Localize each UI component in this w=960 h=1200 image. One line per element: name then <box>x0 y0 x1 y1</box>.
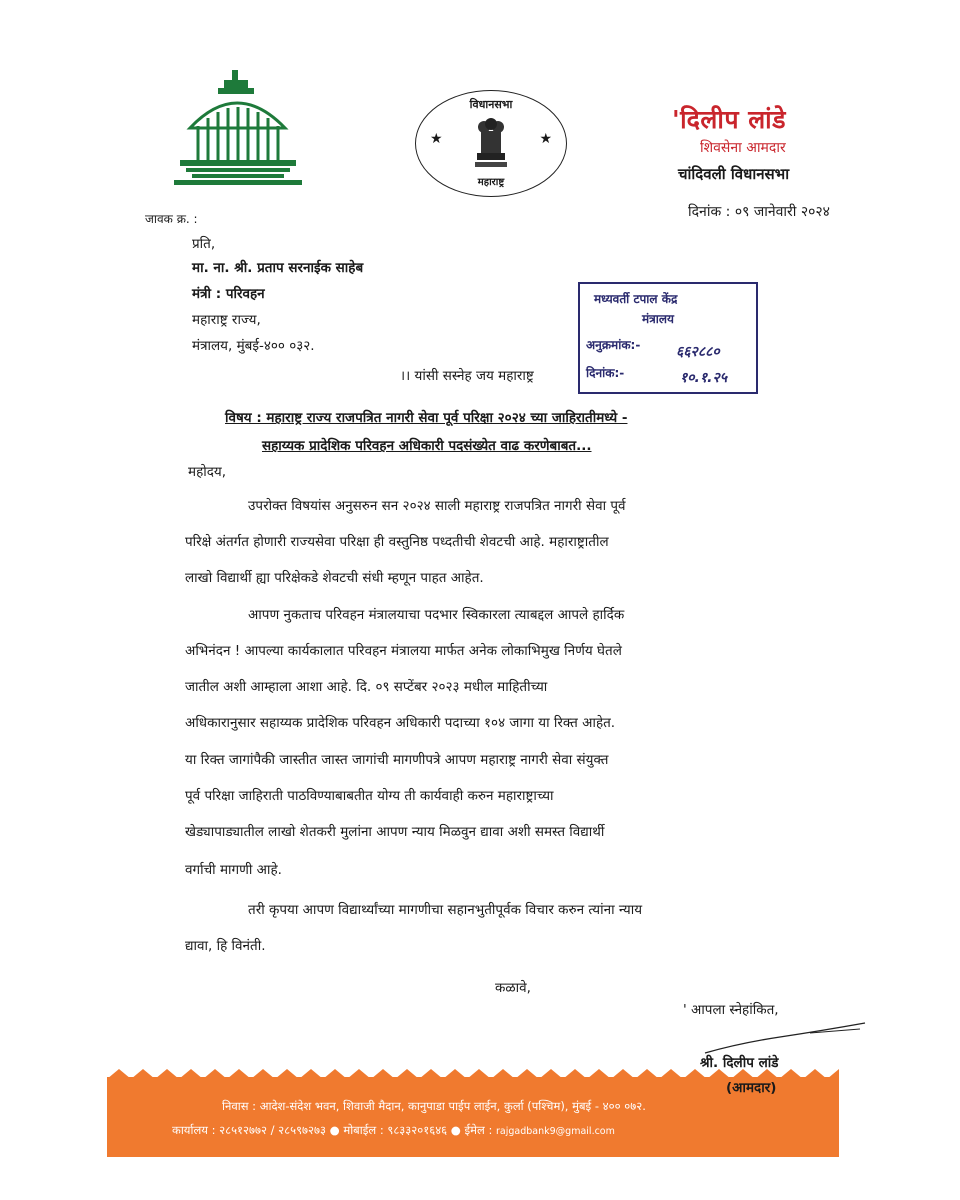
footer-office-text: कार्यालय : २८५१२७७२ / २८५९७२७३ ● मोबाईल : ९८३३२०१६४६ ● ईमेल : <box>172 1123 493 1137</box>
seal-top-text: विधानसभा <box>469 98 513 111</box>
signer-name: श्री. दिलीप लांडे <box>700 1055 779 1071</box>
signer-title: (आमदार) <box>726 1080 777 1096</box>
constituency-label: चांदिवली विधानसभा <box>678 165 790 183</box>
body-line: या रिक्त जागांपैकी जास्तीत जास्त जागांची मागणीपत्रे आपण महाराष्ट्र नागरी सेवा संयुक्त <box>185 752 609 768</box>
star-icon: ★ <box>539 131 552 147</box>
salutation: महोदय, <box>188 464 227 480</box>
closing-yours: ' आपला स्नेहांकित, <box>683 1002 779 1018</box>
seal-bottom-text: महाराष्ट्र <box>477 177 505 188</box>
ashoka-emblem-icon <box>474 117 508 169</box>
body-line: पूर्व परिक्षा जाहिराती पाठविण्याबाबतीत योग्य ती कार्यवाही करुन महाराष्ट्राच्या <box>185 788 554 804</box>
subject-line-2: सहाय्यक प्रादेशिक परिवहन अधिकारी पदसंख्येत वाढ करणेबाबत... <box>262 438 592 454</box>
vidhan-bhavan-emblem-icon <box>170 68 305 193</box>
stamp-inward-number: ६६२८८० <box>676 344 720 360</box>
star-icon: ★ <box>430 131 443 147</box>
recipient-address: मंत्रालय, मुंबई-४०० ०३२. <box>192 338 315 354</box>
body-line: अभिनंदन ! आपल्या कार्यकालात परिवहन मंत्रालया मार्फत अनेक लोकाभिमुख निर्णय घेतले <box>185 643 622 659</box>
footer-residence: निवास : आदेश-संदेश भवन, शिवाजी मैदान, कानुपाडा पाईप लाईन, कुर्ला (पश्चिम), मुंबई - ४०० ०७२. <box>222 1099 646 1113</box>
party-label: शिवसेना आमदार <box>700 140 786 156</box>
vidhansabha-seal <box>415 90 567 197</box>
stamp-date-label: दिनांक:- <box>586 366 625 380</box>
stamp-ministry: मंत्रालय <box>642 312 675 326</box>
closing-kalave: कळावे, <box>495 980 531 996</box>
reference-number: जावक क्र. : <box>145 212 198 226</box>
recipient-prefix: प्रति, <box>192 236 216 252</box>
body-line: वर्गाची मागणी आहे. <box>185 862 282 878</box>
stamp-date-value: १०.१.२५ <box>680 370 728 386</box>
greeting-line: ।। यांसी सस्नेह जय महाराष्ट्र <box>400 368 534 384</box>
body-line: अधिकारानुसार सहाय्यक प्रादेशिक परिवहन अधिकारी पदाच्या १०४ जागा या रिक्त आहेत. <box>185 715 616 731</box>
mla-name: 'दिलीप लांडे <box>672 105 787 134</box>
recipient-state: महाराष्ट्र राज्य, <box>192 312 261 328</box>
received-stamp <box>578 282 758 394</box>
letter-date: दिनांक : ०९ जानेवारी २०२४ <box>688 204 830 220</box>
recipient-designation: मंत्री : परिवहन <box>192 286 265 302</box>
recipient-name: मा. ना. श्री. प्रताप सरनाईक साहेब <box>192 260 364 276</box>
footer-email: rajgadbank9@gmail.com <box>496 1126 615 1137</box>
body-line: उपरोक्त विषयांस अनुसरुन सन २०२४ साली महाराष्ट्र राजपत्रित नागरी सेवा पूर्व <box>248 498 626 514</box>
body-line: लाखो विद्यार्थी ह्या परिक्षेकडे शेवटची संधी म्हणून पाहत आहेत. <box>185 570 484 586</box>
body-line: तरी कृपया आपण विद्यार्थ्यांच्या मागणीचा सहानभुतीपूर्वक विचार करुन त्यांना न्याय <box>248 902 643 918</box>
subject-line-1: विषय : महाराष्ट्र राज्य राजपत्रित नागरी सेवा पूर्व परिक्षा २०२४ च्या जाहिरातीमध्ये - <box>225 410 628 426</box>
stamp-office: मध्यवर्ती टपाल केंद्र <box>594 292 678 306</box>
body-line: खेड्यापाड्यातील लाखो शेतकरी मुलांना आपण न्याय मिळवुन द्यावा अशी समस्त विद्यार्थी <box>185 824 605 840</box>
body-line: परिक्षे अंतर्गत होणारी राज्यसेवा परिक्षा ही वस्तुनिष्ठ पध्दतीची शेवटची आहे. महाराष्ट्रातील <box>185 534 609 550</box>
body-line: जातील अशी आम्हाला आशा आहे. दि. ०९ सप्टेंबर २०२३ मधील माहितीच्या <box>185 679 548 695</box>
body-line: द्यावा, हि विनंती. <box>185 938 266 954</box>
stamp-inward-label: अनुक्रमांक:- <box>586 338 641 352</box>
body-line: आपण नुकताच परिवहन मंत्रालयाचा पदभार स्विकारला त्याबद्दल आपले हार्दिक <box>248 607 625 623</box>
footer-office <box>172 1123 615 1138</box>
